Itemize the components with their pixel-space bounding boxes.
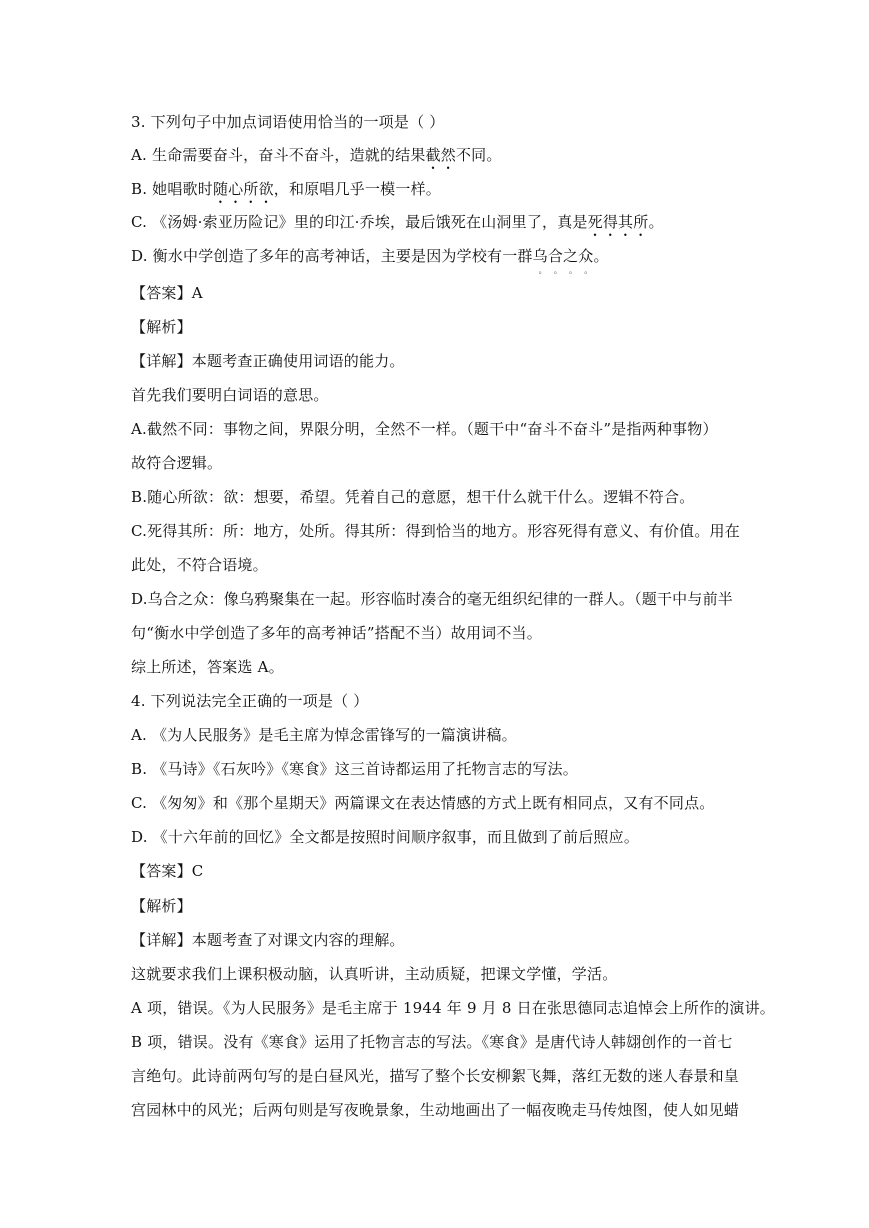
question-4-option-c: C. 《匆匆》和《那个星期天》两篇课文在表达情感的方式上既有相同点，又有不同点。 bbox=[131, 794, 715, 812]
question-4-answer: 【答案】C bbox=[131, 862, 204, 880]
question-3-detail: 【详解】本题考查正确使用词语的能力。 bbox=[131, 352, 405, 370]
question-3-explanation-line: D.乌合之众：像乌鸦聚集在一起。形容临时凑合的毫无组织纪律的一群人。（题干中与前半 bbox=[131, 590, 733, 608]
question-3-analysis-heading: 【解析】 bbox=[131, 318, 192, 336]
emphasized-word: 死得其所 bbox=[587, 213, 649, 231]
question-3-explanation-line: A.截然不同：事物之间，界限分明，全然不一样。（题干中“奋斗不奋斗”是指两种事物） bbox=[131, 420, 718, 438]
question-3-answer: 【答案】A bbox=[131, 284, 203, 302]
question-3-stem: 3. 下列句子中加点词语使用恰当的一项是（ ） bbox=[131, 113, 445, 131]
question-4-analysis-heading: 【解析】 bbox=[131, 897, 192, 915]
question-3-explanation-line: 首先我们要明白词语的意思。 bbox=[131, 386, 329, 404]
question-4-stem: 4. 下列说法完全正确的一项是（ ） bbox=[131, 692, 369, 710]
question-3-option-a: A. 生命需要奋斗，奋斗不奋斗，造就的结果截然不同。 bbox=[131, 146, 502, 164]
question-3-explanation-line: 故符合逻辑。 bbox=[131, 454, 223, 472]
question-3-explanation-line: 综上所述，答案选 A。 bbox=[131, 658, 284, 676]
question-3-option-c: C. 《汤姆·索亚历险记》里的印江·乔埃，最后饿死在山洞里了，真是死得其所。 bbox=[131, 213, 664, 231]
question-4-explanation-line: 言绝句。此诗前两句写的是白昼风光，描写了整个长安柳絮飞舞，落红无数的迷人春景和皇 bbox=[131, 1067, 740, 1085]
emphasized-word: 截然 bbox=[425, 146, 456, 164]
question-4-option-d: D. 《十六年前的回忆》全文都是按照时间顺序叙事，而且做到了前后照应。 bbox=[131, 828, 640, 846]
question-4-detail: 【详解】本题考查了对课文内容的理解。 bbox=[131, 931, 405, 949]
question-3-option-d: D. 衡水中学创造了多年的高考神话，主要是因为学校有一群乌合之众。 bbox=[131, 247, 609, 265]
question-3-option-b: B. 她唱歌时随心所欲，和原唱几乎一模一样。 bbox=[131, 180, 441, 198]
question-3-explanation-line: 句“衡水中学创造了多年的高考神话”搭配不当）故用词不当。 bbox=[131, 624, 542, 642]
question-4-explanation-line: B 项，错误。没有《寒食》运用了托物言志的写法。《寒食》是唐代诗人韩翃创作的一首七 bbox=[131, 1033, 733, 1051]
emphasized-word: 乌合之众 bbox=[532, 247, 594, 265]
question-3-explanation-line: 此处，不符合语境。 bbox=[131, 556, 268, 574]
question-4-explanation-line: 这就要求我们上课积极动脑，认真听讲，主动质疑，把课文学懂，学活。 bbox=[131, 965, 618, 983]
question-4-option-a: A. 《为人民服务》是毛主席为悼念雷锋写的一篇演讲稿。 bbox=[131, 726, 517, 744]
question-3-explanation-line: C.死得其所：所：地方，处所。得其所：得到恰当的地方。形容死得有意义、有价值。用在 bbox=[131, 522, 740, 540]
question-3-explanation-line: B.随心所欲：欲：想要，希望。凭着自己的意愿，想干什么就干什么。逻辑不符合。 bbox=[131, 488, 695, 506]
question-4-option-b: B. 《马诗》《石灰吟》《寒食》这三首诗都运用了托物言志的写法。 bbox=[131, 760, 578, 778]
question-4-explanation-line: A 项，错误。《为人民服务》是毛主席于 1944 年 9 月 8 日在张思德同志追悼会上所作的演讲。 bbox=[131, 999, 775, 1017]
emphasized-word: 随心所欲 bbox=[212, 180, 274, 198]
question-4-explanation-line: 宫园林中的风光；后两句则是写夜晚景象，生动地画出了一幅夜晚走马传烛图，使人如见蜡 bbox=[131, 1101, 740, 1119]
